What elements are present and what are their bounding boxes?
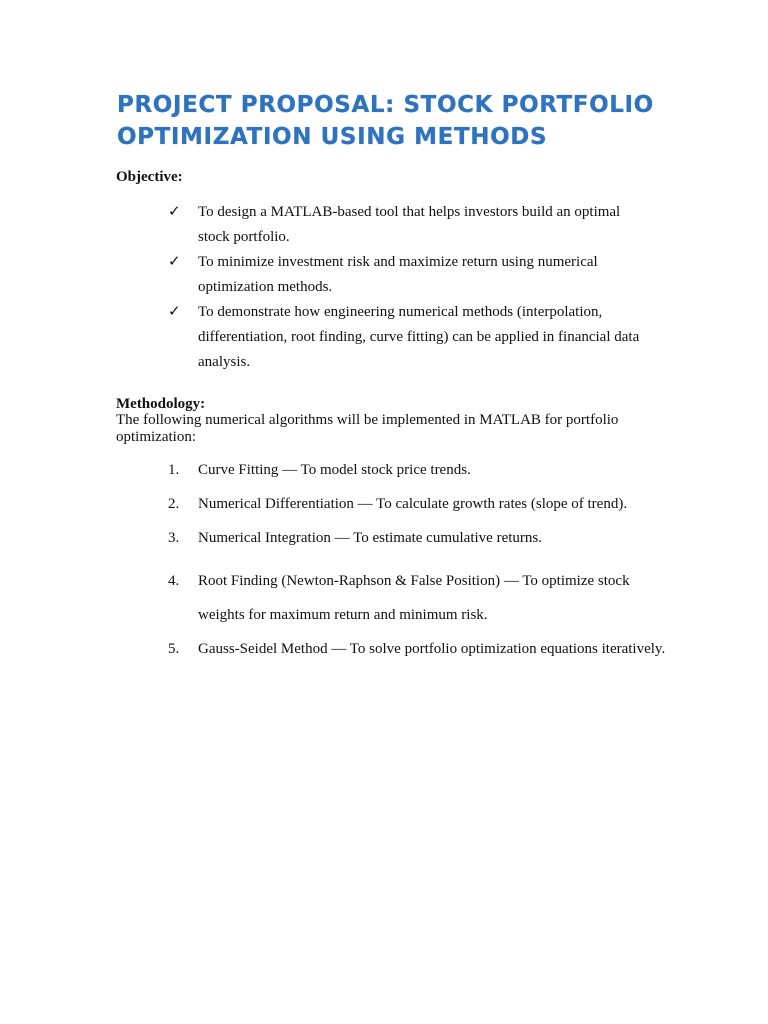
method-number: 2. [168, 496, 180, 512]
method-text: Numerical Differentiation — To calculate growth rates (slope of trend). [198, 496, 628, 512]
document-title: PROJECT PROPOSAL: STOCK PORTFOLIO OPTIMIZATION USING METHODS [117, 92, 654, 150]
check-icon: ✓ [168, 252, 181, 270]
methodology-intro: The following numerical algorithms will be implemented in MATLAB for portfolio optimization: [116, 412, 619, 445]
methodology-heading: Methodology: [116, 396, 206, 412]
method-number: 5. [168, 641, 180, 657]
objective-item [168, 300, 653, 375]
methodology-list [168, 462, 668, 666]
method-item [168, 462, 668, 479]
objective-text: To demonstrate how engineering numerical methods (interpolation, differentiation, root finding, curve fitting) can be applied in financial data analysis. [198, 304, 640, 370]
method-number: 4. [168, 573, 180, 589]
method-item [168, 496, 668, 513]
method-item [168, 564, 668, 632]
check-icon: ✓ [168, 302, 181, 320]
objective-item [168, 200, 653, 250]
method-text: Curve Fitting — To model stock price trends. [198, 462, 471, 478]
method-number: 3. [168, 530, 180, 546]
method-text: Root Finding (Newton-Raphson & False Position) — To optimize stock weights for maximum return and minimum risk. [198, 573, 630, 623]
method-item [168, 530, 668, 547]
objective-text: To design a MATLAB-based tool that helps investors build an optimal stock portfolio. [198, 204, 621, 245]
method-text: Numerical Integration — To estimate cumulative returns. [198, 530, 542, 546]
method-text: Gauss-Seidel Method — To solve portfolio optimization equations iteratively. [198, 641, 666, 657]
objective-text: To minimize investment risk and maximize return using numerical optimization methods. [198, 254, 598, 295]
check-icon: ✓ [168, 202, 181, 220]
objective-item [168, 250, 653, 300]
objective-heading: Objective: [116, 169, 183, 185]
objective-list [168, 200, 653, 375]
method-item [168, 632, 668, 666]
method-number: 1. [168, 462, 180, 478]
